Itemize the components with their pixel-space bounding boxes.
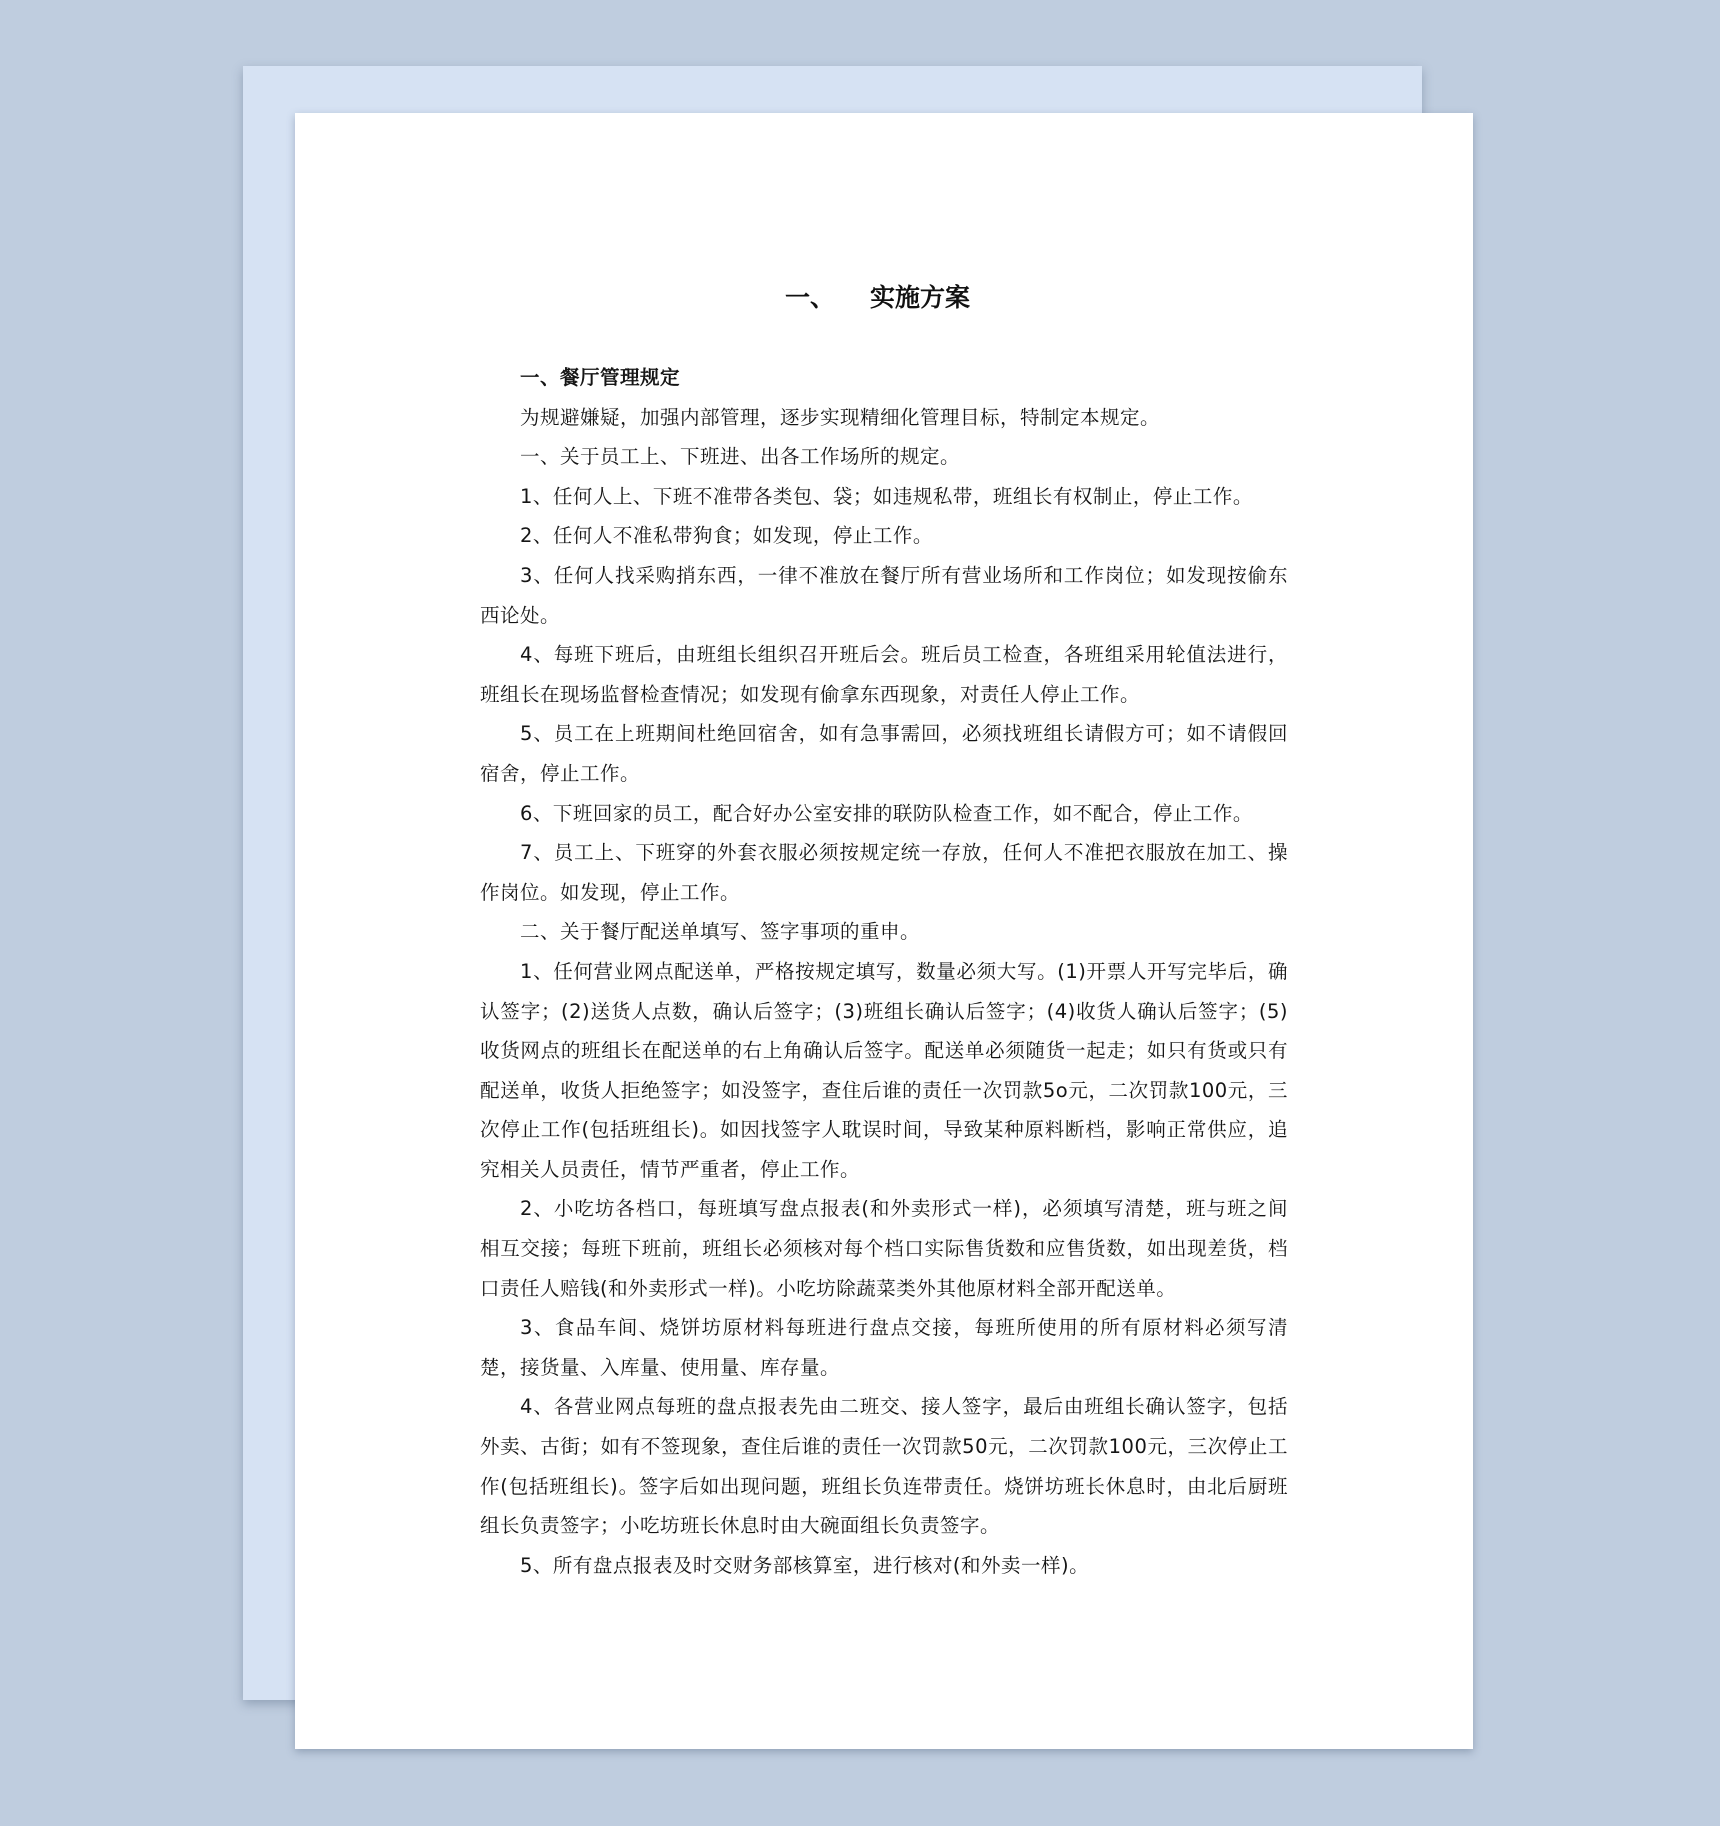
paragraph: 5、员工在上班期间杜绝回宿舍，如有急事需回，必须找班组长请假方可；如不请假回宿舍，停止工作。 — [480, 722, 1288, 785]
paragraph: 3、任何人找采购捎东西，一律不准放在餐厅所有营业场所和工作岗位；如发现按偷东西论处。 — [480, 563, 1288, 627]
paragraph: 2、任何人不准私带狗食；如发现，停止工作。 — [520, 524, 933, 548]
paragraph: 二、关于餐厅配送单填写、签字事项的重申。 — [520, 920, 921, 944]
paragraph: 一、关于员工上、下班进、出各工作场所的规定。 — [520, 445, 961, 469]
paragraph: 6、下班回家的员工，配合好办公室安排的联防队检查工作，如不配合，停止工作。 — [520, 801, 1253, 825]
paragraph: 为规避嫌疑，加强内部管理，逐步实现精细化管理目标，特制定本规定。 — [520, 405, 1161, 429]
section-heading: 一、餐厅管理规定 — [520, 366, 681, 389]
title-number: 一、 — [785, 283, 836, 312]
paragraph: 1、任何人上、下班不准带各类包、袋；如违规私带，班组长有权制止，停止工作。 — [520, 484, 1253, 508]
paragraph: 5、所有盘点报表及时交财务部核算室，进行核对(和外卖一样)。 — [520, 1553, 1090, 1577]
document-body — [480, 358, 1288, 1585]
paragraph: 3、食品车间、烧饼坊原材料每班进行盘点交接，每班所使用的所有原材料必须写清楚，接货量、入库量、使用量、库存量。 — [480, 1316, 1288, 1379]
paragraph: 4、每班下班后，由班组长组织召开班后会。班后员工检查，各班组采用轮值法进行，班组长在现场监督检查情况；如发现有偷拿东西现象，对责任人停止工作。 — [480, 643, 1288, 706]
paragraph: 4、各营业网点每班的盘点报表先由二班交、接人签字，最后由班组长确认签字，包括外卖、古街；如有不签现象，查住后谁的责任一次罚款50元，二次罚款100元，三次停止工作(包括班组长)。签字后如出现问题，班组长负连带责任。烧饼坊班长休息时，由北后厨班组长负责签字；小吃坊班长休息时由大碗面组长负责签字。 — [480, 1395, 1288, 1538]
paragraph: 7、员工上、下班穿的外套衣服必须按规定统一存放，任何人不准把衣服放在加工、操作岗位。如发现，停止工作。 — [480, 841, 1288, 904]
paragraph: 2、小吃坊各档口，每班填写盘点报表(和外卖形式一样)，必须填写清楚，班与班之间相互交接；每班下班前，班组长必须核对每个档口实际售货数和应售货数，如出现差货，档口责任人赔钱(和外卖形式一样)。小吃坊除蔬菜类外其他原材料全部开配送单。 — [480, 1197, 1288, 1300]
paragraph: 1、任何营业网点配送单，严格按规定填写，数量必须大写。(1)开票人开写完毕后，确认签字；(2)送货人点数，确认后签字；(3)班组长确认后签字；(4)收货人确认后签字；(5)收货网点的班组长在配送单的右上角确认后签字。配送单必须随货一起走；如只有货或只有配送单，收货人拒绝签字；如没签字，查住后谁的责任一次罚款5o元，二次罚款100元，三次停止工作(包括班组长)。如因找签字人耽误时间，导致某种原料断档，影响正常供应，追究相关人员责任，情节严重者，停止工作。 — [480, 959, 1288, 1181]
page-title: 实施方案 — [870, 283, 971, 312]
